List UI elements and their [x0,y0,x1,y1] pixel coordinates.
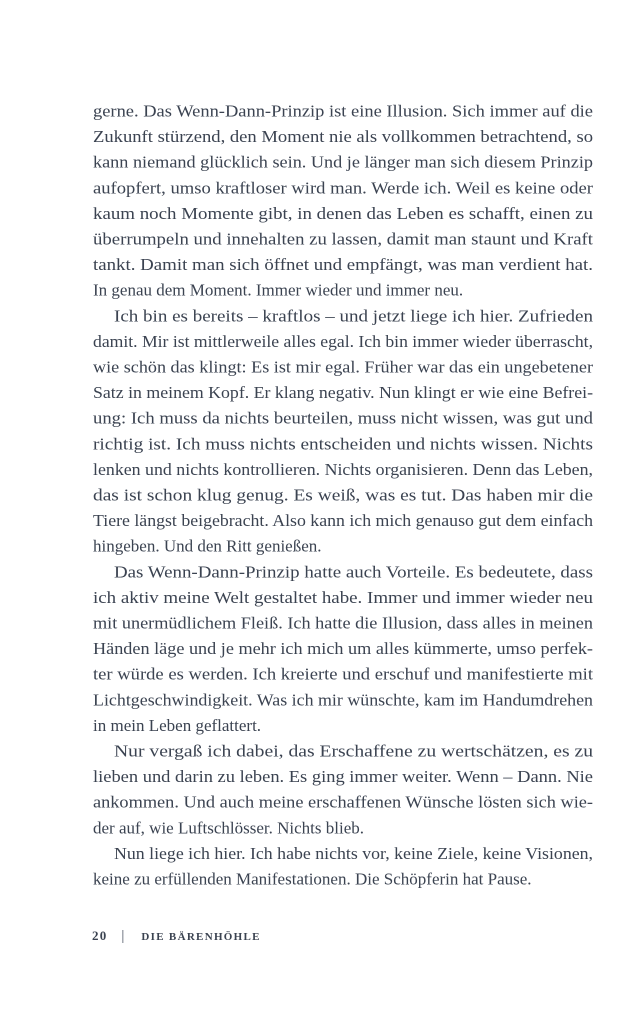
text-line: Lichtgeschwindigkeit. Was ich mir wünschte, kam im Handumdrehen [93,690,594,710]
text-line: lenken und nichts kontrollieren. Nichts organisieren. Denn das Leben, [93,459,593,479]
text-block [93,98,593,898]
page-number: 20 [92,928,108,943]
text-line: gerne. Das Wenn-Dann-Prinzip ist eine Illusion. Sich immer auf die [93,101,593,121]
text-line: ung: Ich muss da nichts beurteilen, muss nicht wissen, was gut und [93,408,594,428]
text-line: der auf, wie Luftschlösser. Nichts blieb. [93,818,364,838]
text-line: ankommen. Und auch meine erschaffenen Wünsche lösten sich wie- [93,792,594,812]
text-line: aufopfert, umso kraftloser wird man. Werde ich. Weil es keine oder [93,178,594,198]
text-line: lieben und darin zu leben. Es ging immer weiter. Wenn – Dann. Nie [93,767,593,787]
running-title: DIE BÄRENHÖHLE [141,931,261,943]
text-line: keine zu erfüllenden Manifestationen. Die Schöpferin hat Pause. [93,869,532,889]
text-line: das ist schon klug genug. Es weiß, was es tut. Das haben mir die [93,485,593,505]
text-line: in mein Leben geflattert. [93,715,262,735]
text-line: ter würde es werden. Ich kreierte und erschuf und manifestierte mit [93,664,594,684]
text-line: tankt. Damit man sich öffnet und empfängt, was man verdient hat. [93,255,593,275]
text-line: Das Wenn-Dann-Prinzip hatte auch Vorteile. Es bedeutete, dass [114,562,593,582]
text-line: Ich bin es bereits – kraftlos – und jetzt liege ich hier. Zufrieden [114,306,594,326]
text-line: Satz in meinem Kopf. Er klang negativ. Nun klingt er wie eine Befrei- [93,383,594,403]
page-footer [92,928,261,945]
text-line: überrumpeln und innehalten zu lassen, damit man staunt und Kraft [93,229,594,249]
footer-separator: | [121,928,125,944]
text-line: Zukunft stürzend, den Moment nie als vollkommen betrachtend, so [93,127,593,147]
text-line: Händen läge und je mehr ich mich um alles kümmerte, umso perfek- [93,639,594,659]
text-line: kann niemand glücklich sein. Und je länger man sich diesem Prinzip [93,152,593,172]
text-line: hingeben. Und den Ritt genießen. [93,536,322,556]
text-line: mit unermüdlichem Fleiß. Ich hatte die Illusion, dass alles in meinen [93,613,594,633]
text-line: richtig ist. Ich muss nichts entscheiden und nichts wissen. Nichts [93,434,593,454]
text-line: wie schön das klingt: Es ist mir egal. Früher war das ein ungebetener [93,357,594,377]
text-line: damit. Mir ist mittlerweile alles egal. Ich bin immer wieder überrascht, [93,331,593,351]
text-line: ich aktiv meine Welt gestaltet habe. Immer und immer wieder neu [93,587,594,607]
text-line: Nun liege ich hier. Ich habe nichts vor, keine Ziele, keine Visionen, [114,843,593,863]
text-line: kaum noch Momente gibt, in denen das Leben es schafft, einen zu [93,203,594,223]
text-line: Tiere längst beigebracht. Also kann ich mich genauso gut dem einfach [93,511,594,531]
text-line: In genau dem Moment. Immer wieder und immer neu. [93,280,464,300]
text-line: Nur vergaß ich dabei, das Erschaffene zu wertschätzen, es zu [114,741,594,761]
